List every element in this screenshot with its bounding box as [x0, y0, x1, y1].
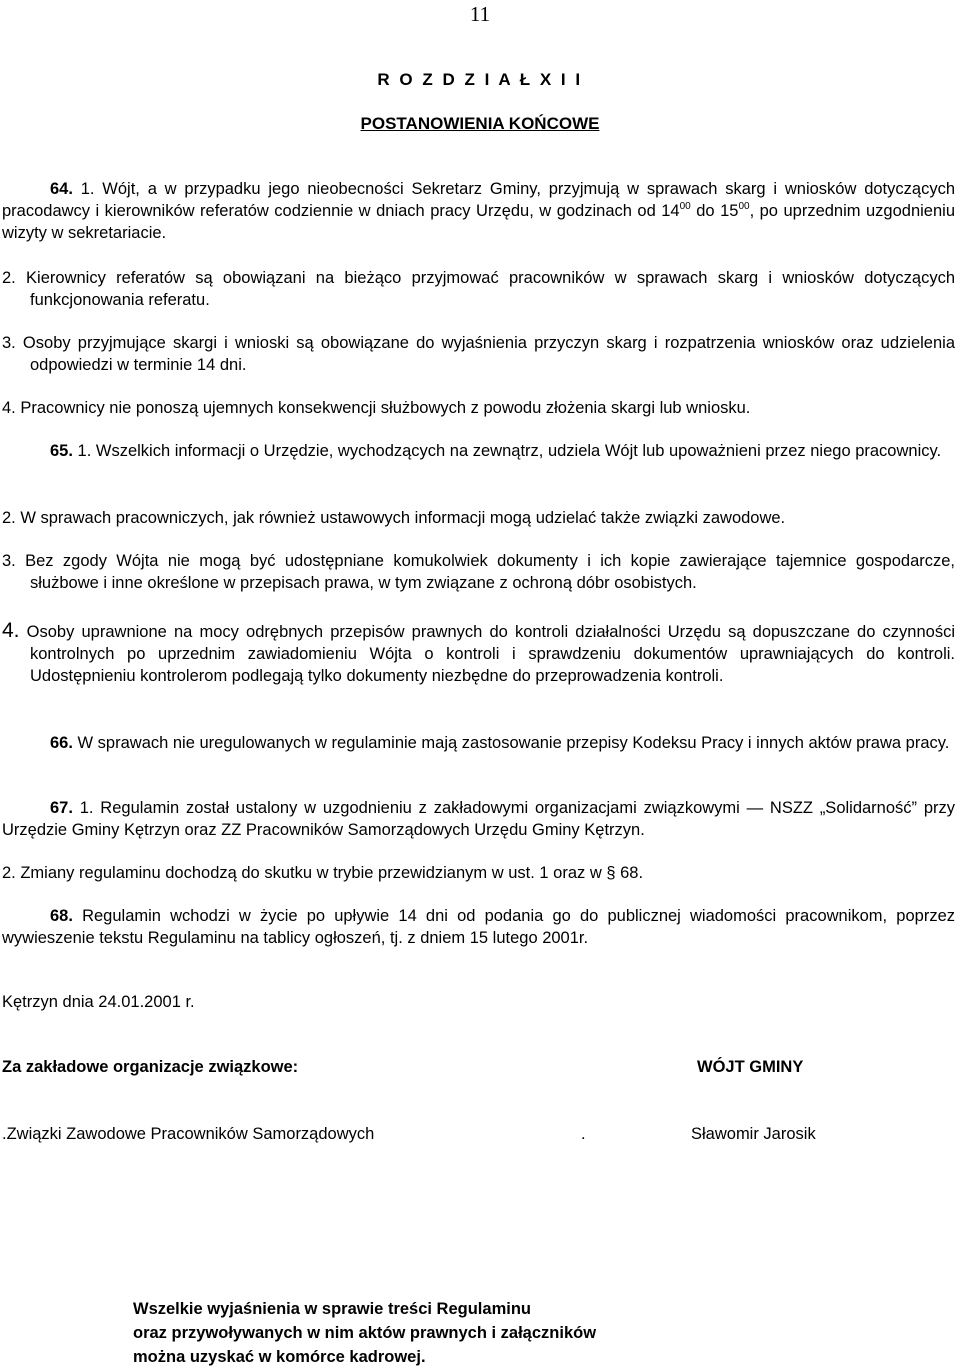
paragraph-64-2: 2. Kierownicy referatów są obowiązani na bieżąco przyjmować pracowników w sprawach skarg i wniosków dotyczących funkcjonowania referatu.: [2, 269, 955, 309]
paragraph-65-4: 4. Osoby uprawnione na mocy odrębnych przepisów prawnych do kontroli działalności Urzędu są dopuszczane do czynności kontrolnych po uprzednim zawiadomieniu Wójta o kontroli i sprawdzeniu dokumentów uprawniających do kontroli. Udostępnieniu kontrolerom podlegają tylko dokumenty niezbędne do przeprowadzenia kontroli.: [2, 619, 955, 685]
footer-line: oraz przywoływanych w nim aktów prawnych i załączników: [133, 1324, 597, 1342]
signature-right-heading: WÓJT GMINY: [697, 1058, 804, 1076]
footer-note: [133, 1297, 596, 1369]
signature-dot: .: [581, 1125, 586, 1143]
signature-right-name: Sławomir Jarosik: [691, 1125, 816, 1143]
section-number: 64.: [50, 180, 73, 198]
paragraph-65-3: 3. Bez zgody Wójta nie mogą być udostępniane komukolwiek dokumenty i ich kopie zawierające tajemnice gospodarcze, służbowe i inne określone w przepisach prawa, w tym związane z ochroną dóbr osobistych.: [2, 552, 955, 592]
section-number: 68.: [50, 907, 73, 925]
section-title: POSTANOWIENIA KOŃCOWE: [360, 114, 600, 133]
page-number: 11: [469, 2, 491, 26]
paragraph-64-3: 3. Osoby przyjmujące skargi i wnioski są obowiązane do wyjaśnienia przyczyn skarg i rozpatrzenia wniosków oraz udzielenia odpowiedzi w terminie 14 dni.: [2, 334, 955, 374]
paragraph-66: 66. W sprawach nie uregulowanych w regulaminie mają zastosowanie przepisy Kodeksu Pracy i innych aktów prawa pracy.: [50, 734, 950, 752]
footer-line: można uzyskać w komórce kadrowej.: [133, 1348, 426, 1366]
signature-left-name: .Związki Zawodowe Pracowników Samorządowych: [2, 1125, 375, 1143]
paragraph-67-1: 67. 1. Regulamin został ustalony w uzgodnieniu z zakładowymi organizacjami związkowymi — NSZZ „Solidarność” przy Urzędzie Gminy Kętrzyn oraz ZZ Pracowników Samorządowych Urzędu Gminy Kętrzyn.: [2, 799, 955, 839]
place-date: Kętrzyn dnia 24.01.2001 r.: [2, 993, 195, 1011]
signature-left-heading: Za zakładowe organizacje związkowe:: [2, 1058, 299, 1076]
section-number: 67.: [50, 799, 73, 817]
paragraph-67-2: 2. Zmiany regulaminu dochodzą do skutku w trybie przewidzianym w ust. 1 oraz w § 68.: [2, 864, 644, 882]
section-number: 65.: [50, 442, 73, 460]
paragraph-68: 68. Regulamin wchodzi w życie po upływie 14 dni od podania go do publicznej wiadomości pracownikom, poprzez wywieszenie tekstu Regulaminu na tablicy ogłoszeń, tj. z dniem 15 lutego 2001r.: [2, 907, 955, 947]
paragraph-64-1: 64. 1. Wójt, a w przypadku jego nieobecności Sekretarz Gminy, przyjmują w sprawach skarg i wniosków dotyczących pracodawcy i kierowników referatów codziennie w dniach pracy Urzędu, w godzinach od $14^{00}$ do $15^{00}$, po uprzednim uzgodnieniu wizyty w sekretariacie.: [2, 180, 955, 242]
chapter-title: R O Z D Z I A Ł X I I: [377, 70, 583, 89]
paragraph-65-1: 65. 1. Wszelkich informacji o Urzędzie, wychodzących na zewnątrz, udziela Wójt lub upoważnieni przez niego pracownicy.: [50, 442, 942, 460]
paragraph-65-2: 2. W sprawach pracowniczych, jak również ustawowych informacji mogą udzielać także związki zawodowe.: [2, 509, 786, 527]
paragraph-64-4: 4. Pracownicy nie ponoszą ujemnych konsekwencji służbowych z powodu złożenia skargi lub wniosku.: [2, 399, 751, 417]
section-number: 66.: [50, 734, 73, 752]
footer-line: Wszelkie wyjaśnienia w sprawie treści Regulaminu: [133, 1300, 531, 1318]
